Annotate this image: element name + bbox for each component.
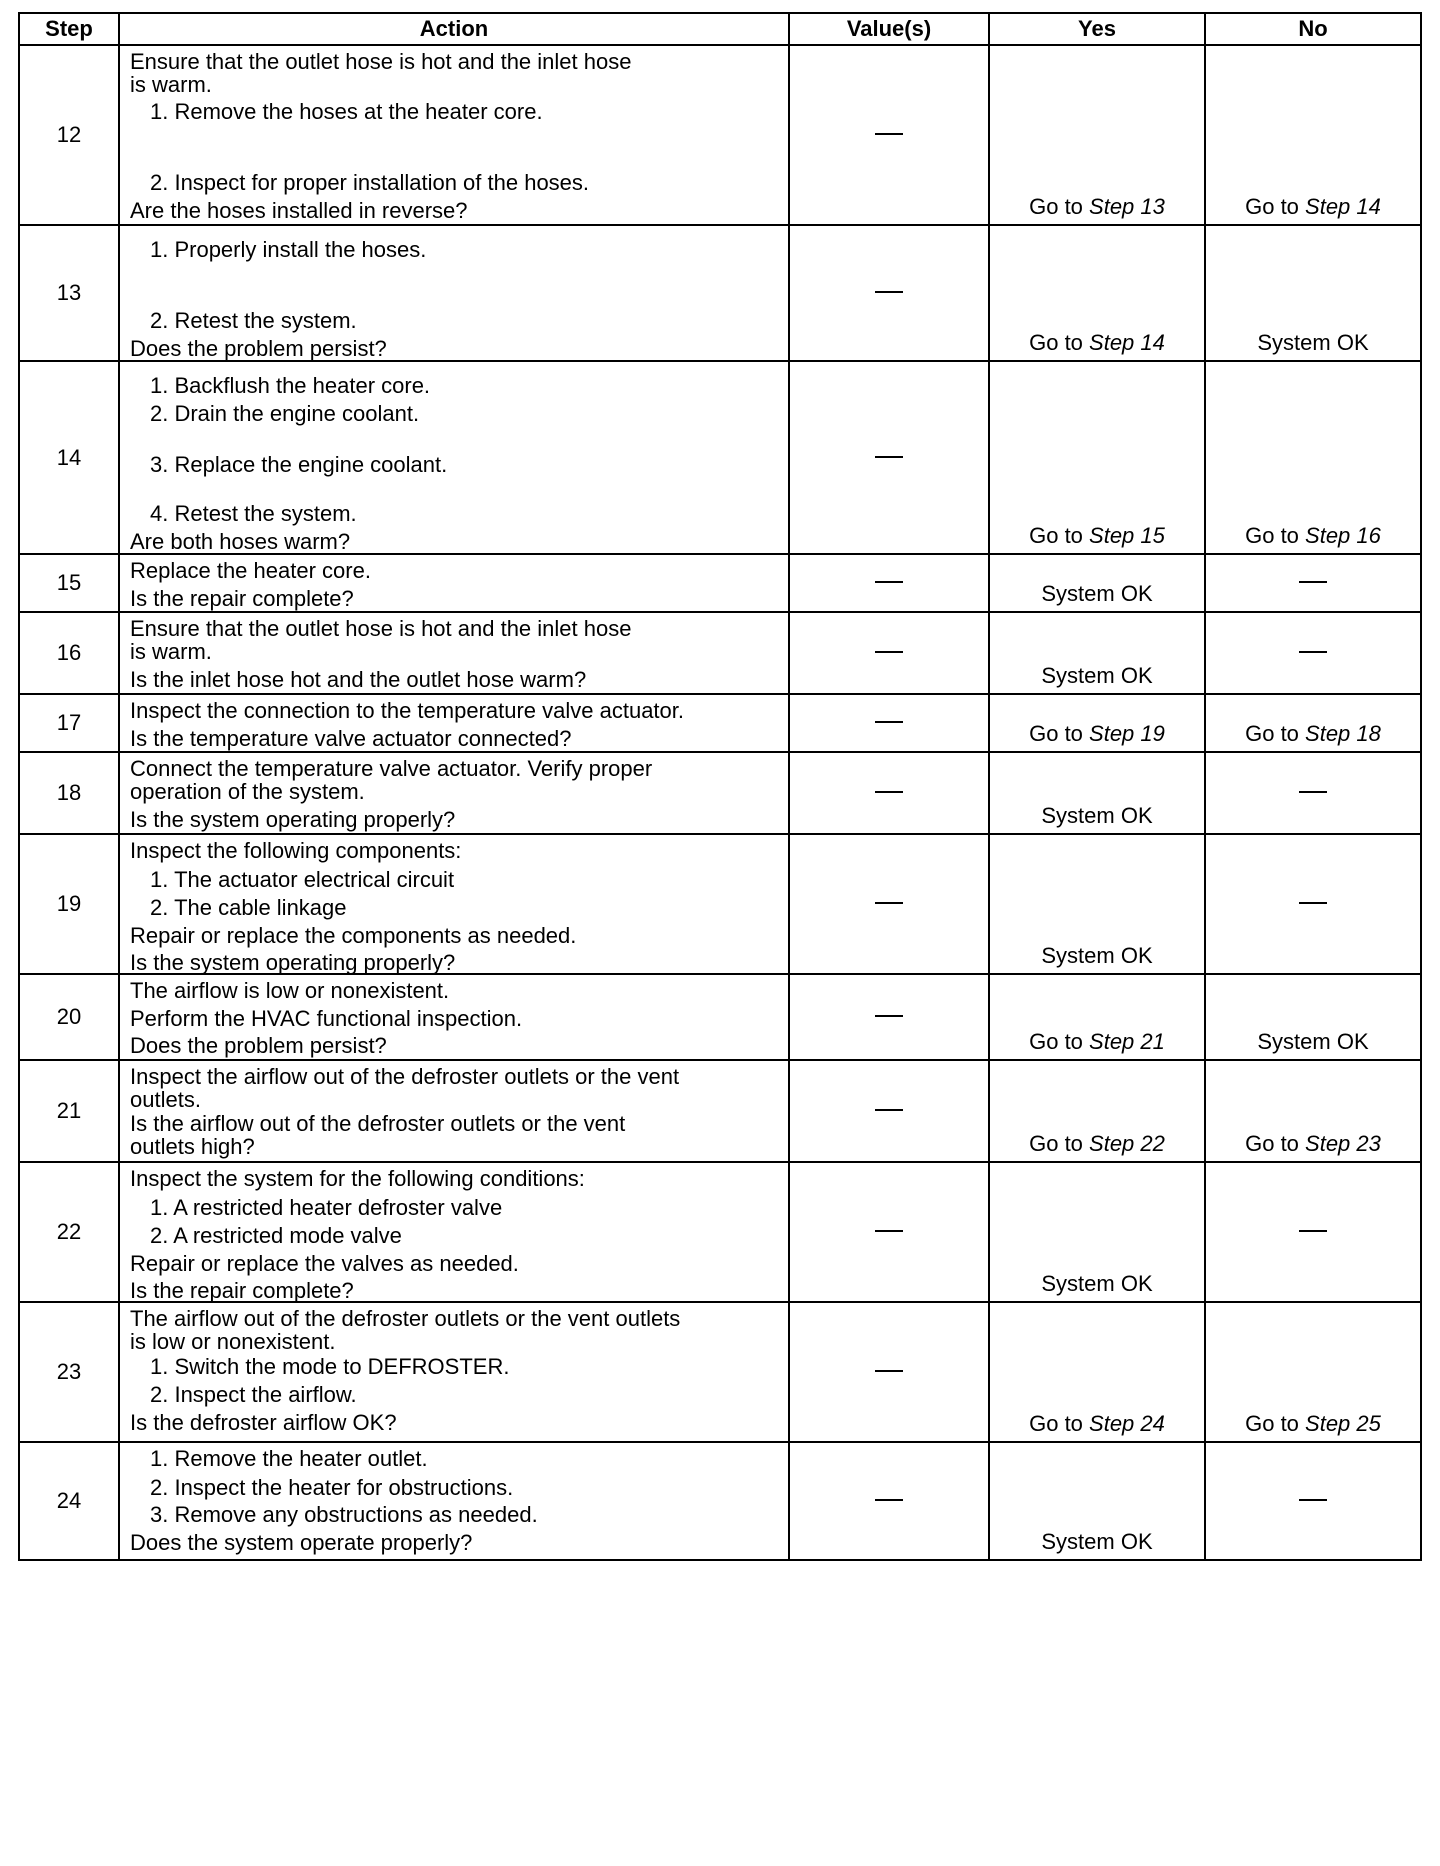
yes-cell: [989, 694, 1205, 752]
action-line: Is the system operating properly?: [130, 807, 456, 832]
no-cell: [1205, 1302, 1421, 1442]
step-number: 17: [56, 710, 82, 735]
header-yes: Yes: [989, 13, 1205, 45]
action-line: 3. Replace the engine coolant.: [150, 452, 448, 477]
action-line: is warm.: [130, 72, 212, 97]
action-line: Inspect the connection to the temperature valve actuator.: [130, 698, 685, 723]
no-cell: [1205, 834, 1421, 974]
action-line: Does the system operate properly?: [130, 1530, 473, 1555]
yes-text: [990, 523, 1204, 549]
value-dash: [875, 651, 903, 654]
action-line: Inspect the airflow out of the defroster outlets or the vent: [130, 1064, 680, 1089]
action-line: 2. Inspect for proper installation of the hoses.: [150, 170, 590, 195]
yes-prefix: Go to: [1029, 1029, 1090, 1054]
no-text: [1206, 721, 1420, 747]
no-step-ref: Step 14: [1305, 194, 1381, 219]
step-number: 12: [56, 122, 82, 147]
action-line: 1. The actuator electrical circuit: [150, 867, 455, 892]
action-line: Is the defroster airflow OK?: [130, 1410, 397, 1435]
no-cell: [1205, 1162, 1421, 1302]
step-number: 20: [56, 1004, 82, 1029]
no-cell: [1205, 612, 1421, 694]
step-number: 21: [56, 1098, 82, 1123]
no-prefix: Go to: [1245, 523, 1306, 548]
action-line: Connect the temperature valve actuator. Verify proper: [130, 756, 653, 781]
yes-text: [990, 803, 1204, 829]
action-cell: [119, 225, 789, 361]
action-line: 1. Remove the hoses at the heater core.: [150, 99, 543, 124]
yes-prefix: Go to: [1029, 1131, 1090, 1156]
action-line: is low or nonexistent.: [130, 1329, 336, 1354]
value-cell: [789, 1442, 989, 1560]
step-cell: [19, 45, 119, 225]
table-row: [19, 45, 1421, 225]
yes-text: [990, 1411, 1204, 1437]
action-line: 2. Inspect the heater for obstructions.: [150, 1475, 514, 1500]
yes-text: [990, 1271, 1204, 1297]
action-line: outlets high?: [130, 1134, 255, 1159]
action-line: operation of the system.: [130, 779, 365, 804]
no-text: [1206, 1131, 1420, 1157]
yes-cell: [989, 612, 1205, 694]
value-cell: [789, 45, 989, 225]
no-step-ref: Step 18: [1305, 721, 1381, 746]
yes-cell: [989, 1442, 1205, 1560]
value-dash: [875, 1499, 903, 1502]
yes-cell: [989, 752, 1205, 834]
action-line: Does the problem persist?: [130, 336, 387, 361]
yes-text: [990, 1131, 1204, 1157]
no-label: System OK: [1257, 330, 1369, 355]
value-dash: [875, 902, 903, 905]
table-row: [19, 1162, 1421, 1302]
yes-step-ref: Step 13: [1089, 194, 1165, 219]
yes-label: System OK: [1041, 1529, 1153, 1554]
yes-step-ref: Step 14: [1089, 330, 1165, 355]
yes-step-ref: Step 19: [1089, 721, 1165, 746]
no-dash: [1299, 1230, 1327, 1233]
table-row: [19, 694, 1421, 752]
value-dash: [875, 291, 903, 294]
yes-cell: [989, 974, 1205, 1060]
no-cell: [1205, 752, 1421, 834]
action-line: Perform the HVAC functional inspection.: [130, 1006, 523, 1031]
table-row: [19, 1060, 1421, 1162]
action-line: Are both hoses warm?: [130, 529, 351, 554]
step-number: 23: [56, 1359, 82, 1384]
action-line: Are the hoses installed in reverse?: [130, 198, 468, 223]
value-dash: [875, 1370, 903, 1373]
yes-text: [990, 330, 1204, 356]
value-dash: [875, 1015, 903, 1018]
action-line: Ensure that the outlet hose is hot and the inlet hose: [130, 49, 632, 74]
action-line: 2. Retest the system.: [150, 308, 357, 333]
value-cell: [789, 1302, 989, 1442]
yes-text: [990, 943, 1204, 969]
table-row: [19, 612, 1421, 694]
no-text: [1206, 1029, 1420, 1055]
yes-cell: [989, 1302, 1205, 1442]
yes-step-ref: Step 24: [1089, 1411, 1165, 1436]
action-line: outlets.: [130, 1087, 201, 1112]
value-cell: [789, 694, 989, 752]
no-cell: [1205, 361, 1421, 554]
value-dash: [875, 581, 903, 584]
yes-cell: [989, 554, 1205, 612]
no-prefix: Go to: [1245, 1131, 1306, 1156]
action-line: 1. Properly install the hoses.: [150, 237, 427, 262]
yes-label: System OK: [1041, 943, 1153, 968]
header-action: Action: [119, 13, 789, 45]
action-line: Does the problem persist?: [130, 1033, 387, 1058]
yes-label: System OK: [1041, 663, 1153, 688]
action-cell: [119, 45, 789, 225]
value-cell: [789, 1162, 989, 1302]
step-cell: [19, 974, 119, 1060]
yes-prefix: Go to: [1029, 194, 1090, 219]
no-prefix: Go to: [1245, 194, 1306, 219]
step-number: 16: [56, 640, 82, 665]
no-cell: [1205, 554, 1421, 612]
yes-label: System OK: [1041, 1271, 1153, 1296]
yes-text: [990, 1529, 1204, 1555]
step-cell: [19, 1442, 119, 1560]
value-cell: [789, 554, 989, 612]
step-number: 18: [56, 780, 82, 805]
table-row: [19, 974, 1421, 1060]
action-cell: [119, 1442, 789, 1560]
action-cell: [119, 752, 789, 834]
step-cell: [19, 612, 119, 694]
value-cell: [789, 225, 989, 361]
table-row: [19, 554, 1421, 612]
header-row: [19, 13, 1421, 45]
yes-label: System OK: [1041, 803, 1153, 828]
action-line: 3. Remove any obstructions as needed.: [150, 1502, 538, 1527]
no-label: System OK: [1257, 1029, 1369, 1054]
action-cell: [119, 694, 789, 752]
action-line: 1. Remove the heater outlet.: [150, 1446, 428, 1471]
action-line: 1. Switch the mode to DEFROSTER.: [150, 1354, 510, 1379]
value-dash: [875, 1109, 903, 1112]
step-number: 13: [56, 280, 82, 305]
no-text: [1206, 330, 1420, 356]
yes-cell: [989, 834, 1205, 974]
step-number: 24: [56, 1488, 82, 1513]
action-cell: [119, 974, 789, 1060]
yes-cell: [989, 361, 1205, 554]
yes-cell: [989, 225, 1205, 361]
step-cell: [19, 694, 119, 752]
action-cell: [119, 834, 789, 974]
table-row: [19, 1302, 1421, 1442]
step-cell: [19, 752, 119, 834]
no-dash: [1299, 581, 1327, 584]
action-line: The airflow is low or nonexistent.: [130, 978, 450, 1003]
no-prefix: Go to: [1245, 721, 1306, 746]
value-dash: [875, 133, 903, 136]
no-step-ref: Step 23: [1305, 1131, 1381, 1156]
action-line: Is the repair complete?: [130, 1278, 354, 1303]
step-number: 19: [56, 891, 82, 916]
table-row: [19, 361, 1421, 554]
yes-text: [990, 581, 1204, 607]
yes-text: [990, 194, 1204, 220]
table-row: [19, 752, 1421, 834]
yes-text: [990, 1029, 1204, 1055]
yes-step-ref: Step 22: [1089, 1131, 1165, 1156]
header-values: Value(s): [789, 13, 989, 45]
step-cell: [19, 834, 119, 974]
step-number: 15: [56, 570, 82, 595]
no-cell: [1205, 694, 1421, 752]
no-dash: [1299, 791, 1327, 794]
step-number: 14: [56, 444, 82, 470]
value-cell: [789, 834, 989, 974]
action-line: Is the temperature valve actuator connected?: [130, 726, 572, 751]
value-dash: [875, 721, 903, 724]
yes-prefix: Go to: [1029, 1411, 1090, 1436]
yes-text: [990, 663, 1204, 689]
no-cell: [1205, 974, 1421, 1060]
action-cell: [119, 1060, 789, 1162]
action-cell: [119, 1302, 789, 1442]
value-cell: [789, 752, 989, 834]
action-line: Ensure that the outlet hose is hot and the inlet hose: [130, 616, 632, 641]
yes-text: [990, 721, 1204, 747]
action-line: Repair or replace the valves as needed.: [130, 1251, 519, 1276]
action-line: 2. A restricted mode valve: [150, 1223, 402, 1248]
action-cell: [119, 612, 789, 694]
action-line: Replace the heater core.: [130, 558, 371, 583]
action-line: Is the inlet hose hot and the outlet hose warm?: [130, 667, 587, 692]
value-cell: [789, 361, 989, 554]
no-text: [1206, 523, 1420, 549]
action-cell: [119, 361, 789, 554]
step-number: 22: [56, 1219, 82, 1244]
no-step-ref: Step 16: [1305, 523, 1381, 548]
no-text: [1206, 194, 1420, 220]
no-dash: [1299, 902, 1327, 905]
step-cell: [19, 361, 119, 554]
no-text: [1206, 1411, 1420, 1437]
action-line: The airflow out of the defroster outlets or the vent outlets: [130, 1306, 681, 1331]
action-line: Inspect the system for the following conditions:: [130, 1166, 585, 1191]
action-line: 1. A restricted heater defroster valve: [150, 1195, 503, 1220]
action-cell: [119, 1162, 789, 1302]
yes-step-ref: Step 15: [1089, 523, 1165, 548]
step-cell: [19, 1302, 119, 1442]
value-cell: [789, 974, 989, 1060]
yes-label: System OK: [1041, 581, 1153, 606]
action-line: 1. Backflush the heater core.: [150, 373, 431, 398]
table-row: [19, 834, 1421, 974]
table-row: [19, 1442, 1421, 1560]
action-line: 4. Retest the system.: [150, 501, 357, 526]
value-cell: [789, 1060, 989, 1162]
action-line: Is the airflow out of the defroster outlets or the vent: [130, 1111, 626, 1136]
yes-prefix: Go to: [1029, 330, 1090, 355]
action-line: Is the repair complete?: [130, 586, 354, 611]
no-cell: [1205, 45, 1421, 225]
header-step: Step: [19, 13, 119, 45]
action-line: Inspect the following components:: [130, 838, 462, 863]
header-no: No: [1205, 13, 1421, 45]
step-cell: [19, 554, 119, 612]
table-row: [19, 225, 1421, 361]
yes-cell: [989, 1060, 1205, 1162]
action-line: Is the system operating properly?: [130, 950, 456, 975]
no-step-ref: Step 25: [1305, 1411, 1381, 1436]
no-dash: [1299, 1499, 1327, 1502]
yes-prefix: Go to: [1029, 523, 1090, 548]
value-dash: [875, 791, 903, 794]
yes-step-ref: Step 21: [1089, 1029, 1165, 1054]
action-line: 2. Drain the engine coolant.: [150, 401, 420, 426]
no-prefix: Go to: [1245, 1411, 1306, 1436]
step-cell: [19, 1162, 119, 1302]
action-line: is warm.: [130, 639, 212, 664]
action-line: Repair or replace the components as needed.: [130, 923, 577, 948]
no-cell: [1205, 1060, 1421, 1162]
yes-cell: [989, 1162, 1205, 1302]
yes-prefix: Go to: [1029, 721, 1090, 746]
action-line: 2. Inspect the airflow.: [150, 1382, 357, 1407]
no-dash: [1299, 651, 1327, 654]
no-cell: [1205, 225, 1421, 361]
action-cell: [119, 554, 789, 612]
value-dash: [875, 1230, 903, 1233]
diagnostic-table: [18, 12, 1422, 1561]
action-line: 2. The cable linkage: [150, 895, 347, 920]
value-dash: [875, 456, 903, 459]
step-cell: [19, 225, 119, 361]
value-cell: [789, 612, 989, 694]
no-cell: [1205, 1442, 1421, 1560]
step-cell: [19, 1060, 119, 1162]
yes-cell: [989, 45, 1205, 225]
